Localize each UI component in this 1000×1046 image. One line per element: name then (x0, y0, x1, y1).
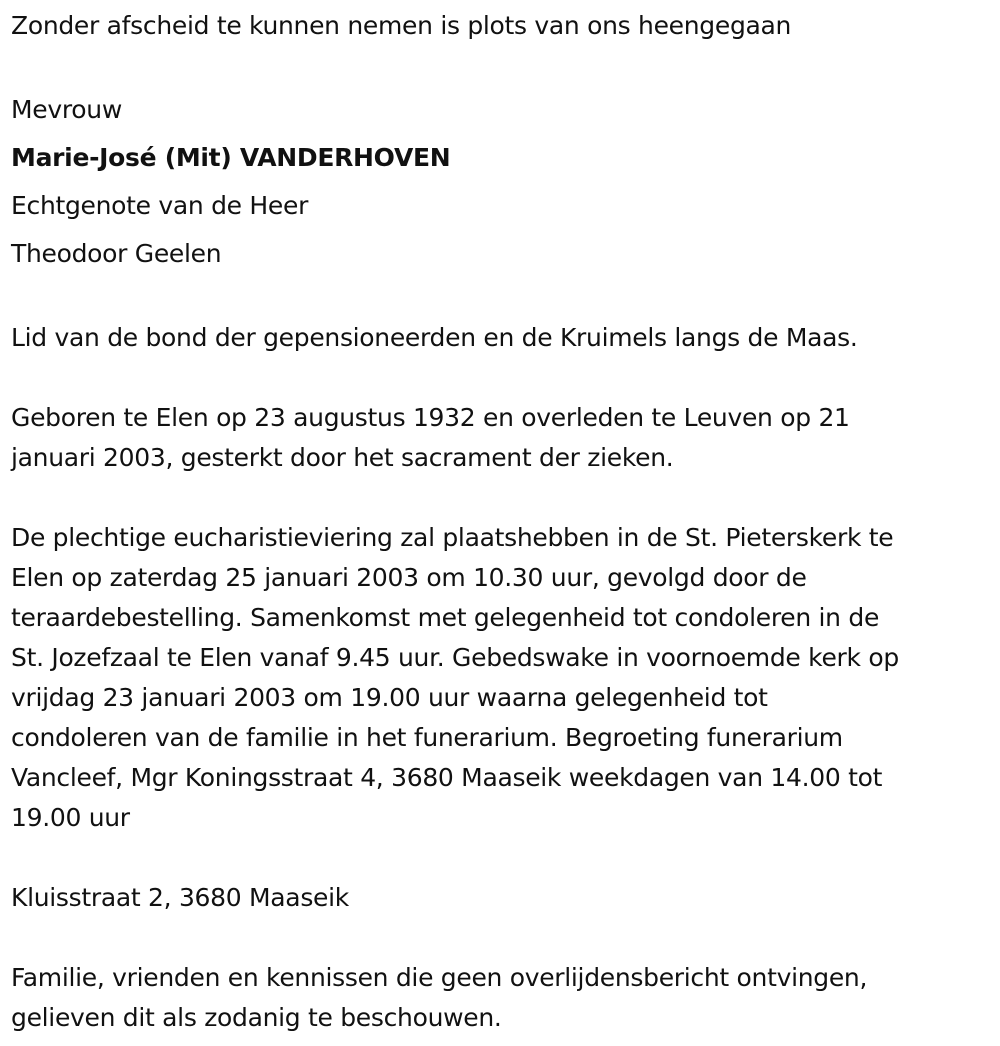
ceremony-paragraph (11, 518, 986, 838)
paragraph-line: Vancleef, Mgr Koningsstraat 4, 3680 Maaseik weekdagen van 14.00 tot (11, 763, 883, 792)
intro-text: Zonder afscheid te kunnen nemen is plots van ons heengegaan (11, 11, 792, 40)
paragraph-line: De plechtige eucharistieviering zal plaatshebben in de St. Pieterskerk te (11, 523, 894, 552)
address-paragraph (11, 878, 986, 918)
paragraph-line: teraardebestelling. Samenkomst met gelegenheid tot condoleren in de (11, 603, 880, 632)
obituary-notice (11, 6, 986, 1038)
paragraph-line: 19.00 uur (11, 803, 130, 832)
membership-paragraph (11, 318, 986, 358)
spouse-line-1: Echtgenote van de Heer (11, 191, 309, 220)
paragraph-line: gelieven dit als zodanig te beschouwen. (11, 1003, 502, 1032)
paragraph-line: Familie, vrienden en kennissen die geen overlijdensbericht ontvingen, (11, 963, 868, 992)
paragraph-line: Elen op zaterdag 25 januari 2003 om 10.30 uur, gevolgd door de (11, 563, 807, 592)
salutation: Mevrouw (11, 95, 122, 124)
address-text: Kluisstraat 2, 3680 Maaseik (11, 883, 349, 912)
paragraph-line: Geboren te Elen op 23 augustus 1932 en overleden te Leuven op 21 (11, 403, 850, 432)
paragraph-line: condoleren van de familie in het funerarium. Begroeting funerarium (11, 723, 843, 752)
membership-text: Lid van de bond der gepensioneerden en de Kruimels langs de Maas. (11, 323, 858, 352)
paragraph-line: januari 2003, gesterkt door het sacrament der zieken. (11, 443, 674, 472)
deceased-name: Marie-José (Mit) VANDERHOVEN (11, 143, 451, 172)
spouse-line-2: Theodoor Geelen (11, 239, 222, 268)
closing-paragraph (11, 958, 986, 1038)
deceased-block (11, 86, 986, 278)
paragraph-line: St. Jozefzaal te Elen vanaf 9.45 uur. Gebedswake in voornoemde kerk op (11, 643, 899, 672)
birth-death-paragraph (11, 398, 986, 478)
paragraph-line: vrijdag 23 januari 2003 om 19.00 uur waarna gelegenheid tot (11, 683, 768, 712)
